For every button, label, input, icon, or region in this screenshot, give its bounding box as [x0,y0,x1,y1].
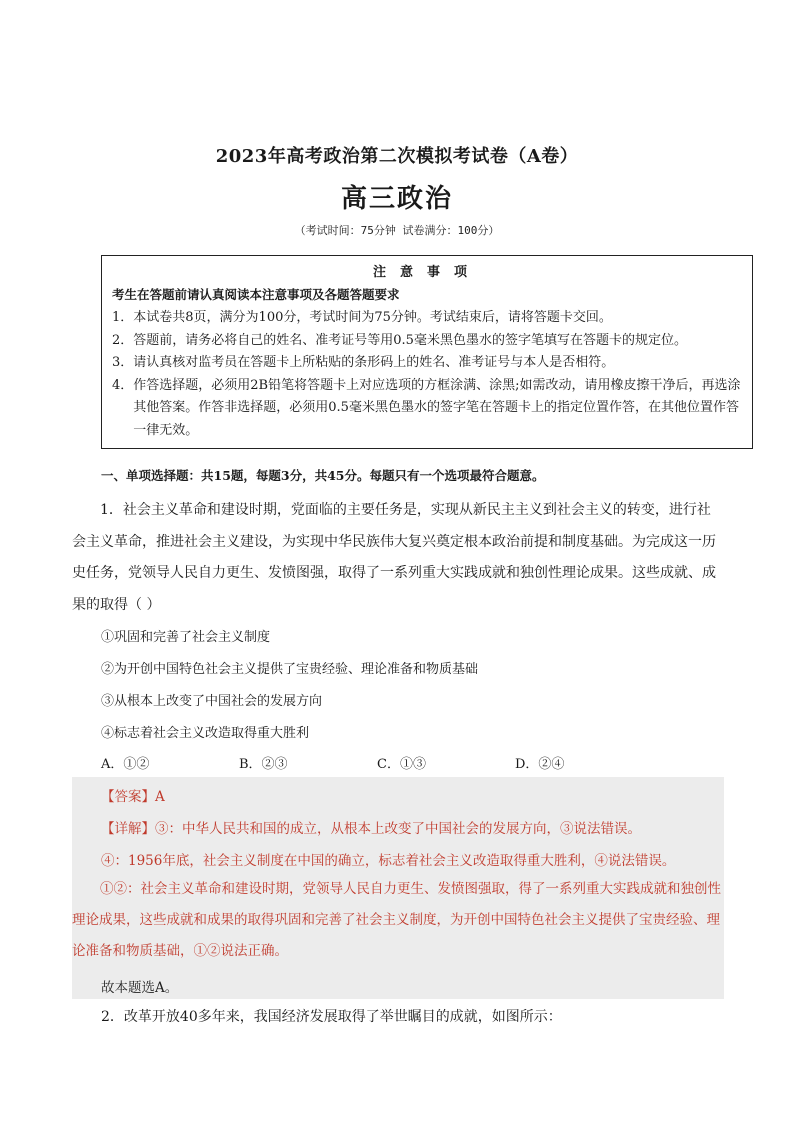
question-1-option: ③从根本上改变了中国社会的发展方向 [101,694,323,709]
choice-d: D．②④ [515,757,565,772]
notice-list [112,307,742,442]
answer-label: 【答案】A [101,789,165,805]
question-1-choices [101,753,701,772]
answer-conclusion: 故本题选A。 [101,980,179,996]
section-heading: 一、单项选择题：共15题，每题3分，共45分。每题只有一个选项最符合题意。 [101,468,545,483]
notice-item-number: 2． [112,332,134,348]
detail-paragraph: ①②：社会主义革命和建设时期，党领导人民自力更生、发愤图强取，得了一系列重大实践成就和独创性理论成果，这些成就和成果的取得巩固和完善了社会主义制度，为开创中国特色社会主义提供了宝贵经验、理论准备和物质基础，①②说法正确。 [72,881,721,959]
notice-item-text: 作答选择题，必须用2B铅笔将答题卡上对应选项的方框涂满、涂黑;如需改动，请用橡皮擦干净后，再选涂其他答案。作答非选择题，必须用0.5毫米黑色墨水的签字笔在答题卡上的指定位置作答，在其他位置作答一律无效。 [133,377,741,438]
detail-line-1: 【详解】③：中华人民共和国的成立，从根本上改变了中国社会的发展方向，③说法错误。 [101,821,641,837]
choice-b: B．②③ [239,757,288,772]
notice-item-text: 本试卷共8页，满分为100分，考试时间为75分钟。考试结束后，请将答题卡交回。 [133,310,612,325]
notice-item-text: 请认真核对监考员在答题卡上所粘贴的条形码上的姓名、准考证号与本人是否相符。 [133,355,615,370]
question-1-stem: 1．社会主义革命和建设时期，党面临的主要任务是，实现从新民主主义到社会主义的转变，进行社会主义革命，推进社会主义建设，为实现中华民族伟大复兴奠定根本政治前提和制度基础。为完成这一历史任务，党领导人民自力更生、发愤图强，取得了一系列重大实践成就和独创性理论成果。这些成就、成果的取得（ ） [72,502,716,613]
notice-item-number: 3． [112,355,134,370]
notice-item [112,352,742,375]
exam-meta: （考试时间：75分钟 试卷满分：100分） [294,224,500,237]
notice-box [101,255,753,449]
notice-lead: 考生在答题前请认真阅读本注意事项及各题答题要求 [112,287,400,302]
choice-a: A．①② [101,757,150,772]
notice-item [112,330,742,353]
notice-title: 注意事项 [372,265,481,280]
notice-item [112,375,742,443]
choice-c: C．①③ [377,757,426,772]
question-1-option: ②为开创中国特色社会主义提供了宝贵经验、理论准备和物质基础 [101,662,479,677]
detail-line-2: ④：1956年底，社会主义制度在中国的确立，标志着社会主义改造取得重大胜利，④说法错误。 [101,853,676,869]
notice-item-number: 4． [112,377,134,393]
exam-title: 2023年高考政治第二次模拟考试卷（A卷） [215,146,579,167]
notice-item-text: 答题前，请务必将自己的姓名、准考证号等用0.5毫米黑色墨水的签字笔填写在答题卡的规定位。 [133,332,687,348]
notice-item [112,307,742,330]
question-2-stem: 2．改革开放40多年来，我国经济发展取得了举世瞩目的成就，如图所示： [101,1009,562,1025]
notice-item-number: 1． [112,310,134,325]
question-1-option: ④标志着社会主义改造取得重大胜利 [101,726,310,741]
question-1-option: ①巩固和完善了社会主义制度 [101,630,271,645]
exam-subject: 高三政治 [340,184,453,214]
